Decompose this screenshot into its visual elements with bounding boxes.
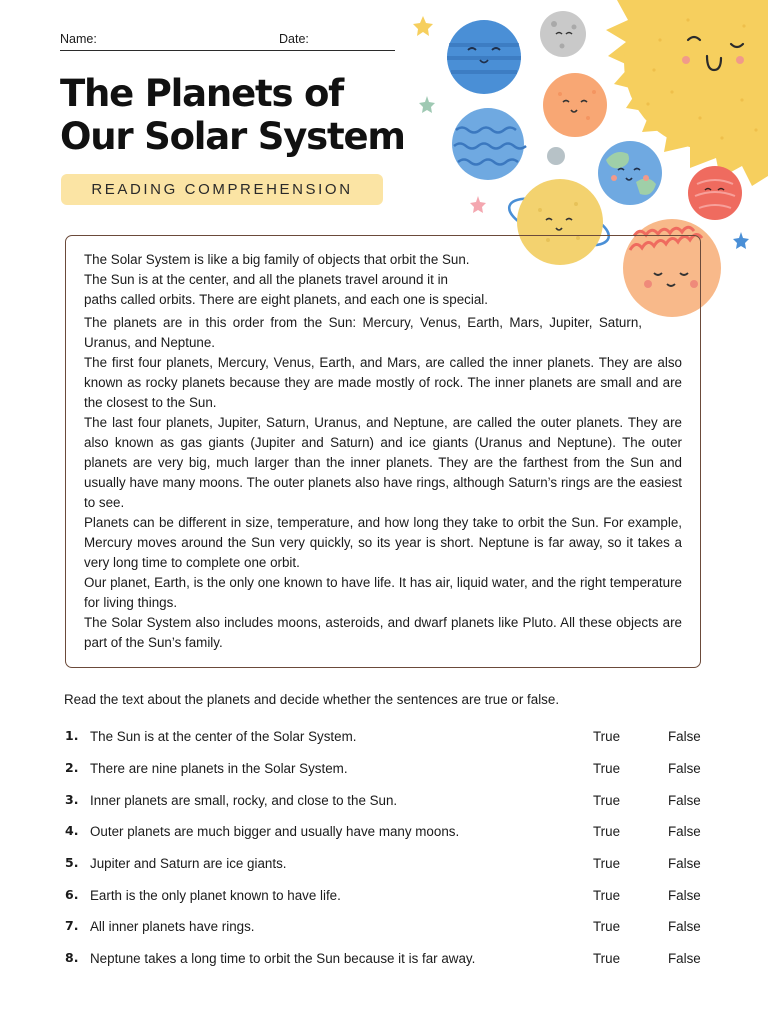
false-option[interactable]: False bbox=[668, 793, 701, 808]
question-number: 2. bbox=[65, 760, 79, 775]
solar-system-family-paragraph: The Solar System also includes moons, asteroids, and dwarf planets like Pluto. All these objects are part of the Sun’s family. bbox=[84, 615, 682, 650]
question-text: Earth is the only planet known to have life. bbox=[90, 888, 341, 903]
question-text: There are nine planets in the Solar System. bbox=[90, 761, 348, 776]
false-option[interactable]: False bbox=[668, 729, 701, 744]
true-option[interactable]: True bbox=[593, 729, 621, 744]
title-line-1: The Planets of bbox=[60, 72, 344, 115]
question-text: Jupiter and Saturn are ice giants. bbox=[90, 856, 287, 871]
title-line-2: Our Solar System bbox=[60, 115, 405, 158]
true-option[interactable]: True bbox=[593, 888, 621, 903]
false-option[interactable]: False bbox=[668, 951, 701, 966]
false-option[interactable]: False bbox=[668, 824, 701, 839]
question-text: Neptune takes a long time to orbit the Sun because it is far away. bbox=[90, 951, 476, 966]
name-label: Name: bbox=[60, 32, 97, 46]
intro-line: paths called orbits. There are eight planets, and each one is special. bbox=[84, 292, 488, 307]
intro-line: The Sun is at the center, and all the planets travel around it in bbox=[84, 272, 449, 287]
question-text: Outer planets are much bigger and usually have many moons. bbox=[90, 824, 460, 839]
star-icon bbox=[733, 232, 749, 249]
question-row bbox=[0, 728, 768, 750]
question-number: 3. bbox=[65, 792, 79, 807]
question-text: The Sun is at the center of the Solar System. bbox=[90, 729, 357, 744]
question-row bbox=[0, 760, 768, 782]
star-icon bbox=[413, 16, 433, 36]
question-number: 1. bbox=[65, 728, 79, 743]
order-paragraph: The planets are in this order from the Sun: Mercury, Venus, Earth, Mars, Jupiter, Saturn, Uranus, and Neptune. bbox=[84, 315, 642, 350]
blue-planet-icon bbox=[447, 20, 521, 94]
question-row bbox=[0, 950, 768, 972]
true-option[interactable]: True bbox=[593, 856, 621, 871]
instructions: Read the text about the planets and decide whether the sentences are true or false. bbox=[64, 692, 560, 707]
question-text: All inner planets have rings. bbox=[90, 919, 255, 934]
intro-line: The Solar System is like a big family of objects that orbit the Sun. bbox=[84, 252, 470, 267]
earth-paragraph: Our planet, Earth, is the only one known to have life. It has air, liquid water, and the right temperature for living things. bbox=[84, 575, 682, 610]
true-option[interactable]: True bbox=[593, 793, 621, 808]
true-option[interactable]: True bbox=[593, 761, 621, 776]
question-row bbox=[0, 918, 768, 940]
outer-planets-paragraph: The last four planets, Jupiter, Saturn, Uranus, and Neptune, are called the outer planets. They are also known as gas giants (Jupiter and Saturn) and ice giants (Uranus and Neptune). The outer planets are very big, much larger than the inner planets. They are the farthest from the Sun and usually have many moons. The outer planets also have rings, although Saturn’s rings are the easiest to see. bbox=[84, 415, 682, 510]
date-label: Date: bbox=[279, 32, 309, 46]
differences-paragraph: Planets can be different in size, temperature, and how long they take to orbit the Sun. For example, Mercury moves around the Sun very quickly, so its year is short. Neptune is far away, so it takes a very long time to complete one orbit. bbox=[84, 515, 682, 570]
question-row bbox=[0, 855, 768, 877]
question-row bbox=[0, 823, 768, 845]
question-row bbox=[0, 887, 768, 909]
earth-icon bbox=[598, 141, 662, 205]
reading-comprehension-badge: READING COMPREHENSION bbox=[61, 174, 383, 205]
blue-wavy-planet-icon bbox=[452, 108, 526, 180]
question-row bbox=[0, 792, 768, 814]
grey-planet-icon bbox=[540, 11, 586, 57]
false-option[interactable]: False bbox=[668, 856, 701, 871]
inner-planets-paragraph: The first four planets, Mercury, Venus, Earth, and Mars, are called the inner planets. They are also known as rocky planets because they are made mostly of rock. The inner planets are small and are the closest to the Sun. bbox=[84, 355, 682, 410]
false-option[interactable]: False bbox=[668, 761, 701, 776]
question-number: 7. bbox=[65, 918, 79, 933]
true-option[interactable]: True bbox=[593, 919, 621, 934]
true-option[interactable]: True bbox=[593, 824, 621, 839]
false-option[interactable]: False bbox=[668, 888, 701, 903]
question-number: 6. bbox=[65, 887, 79, 902]
star-icon bbox=[470, 196, 486, 213]
star-icon bbox=[419, 96, 435, 113]
intro-paragraph bbox=[84, 250, 682, 310]
reading-passage bbox=[65, 235, 701, 668]
true-option[interactable]: True bbox=[593, 951, 621, 966]
asteroid-icon bbox=[547, 147, 565, 165]
red-planet-icon bbox=[688, 166, 742, 220]
orange-planet-icon bbox=[543, 73, 607, 137]
question-number: 8. bbox=[65, 950, 79, 965]
false-option[interactable]: False bbox=[668, 919, 701, 934]
question-text: Inner planets are small, rocky, and close to the Sun. bbox=[90, 793, 398, 808]
question-number: 4. bbox=[65, 823, 79, 838]
question-number: 5. bbox=[65, 855, 79, 870]
